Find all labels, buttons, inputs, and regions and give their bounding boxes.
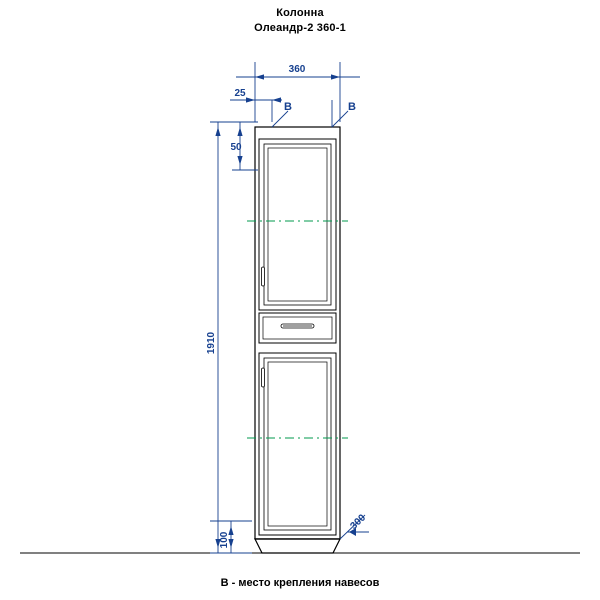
dim-base-height: 100 — [219, 531, 230, 549]
title-line-1: Колонна — [276, 7, 324, 19]
mount-mark-right: В — [348, 101, 356, 113]
footnote: В - место крепления навесов — [220, 577, 380, 589]
dim-depth: 300 — [348, 512, 369, 532]
upper-door — [259, 139, 336, 310]
dim-width-total: 360 — [288, 64, 306, 75]
mount-mark-left: В — [284, 101, 292, 113]
dim-offset-left: 25 — [234, 88, 246, 99]
dim-offset-top: 50 — [230, 142, 242, 153]
lower-door — [259, 353, 336, 535]
drawer — [259, 313, 336, 343]
title-line-2: Олеандр-2 360-1 — [254, 21, 346, 34]
dim-height-total: 1910 — [206, 331, 217, 355]
mount-marks — [284, 101, 356, 113]
